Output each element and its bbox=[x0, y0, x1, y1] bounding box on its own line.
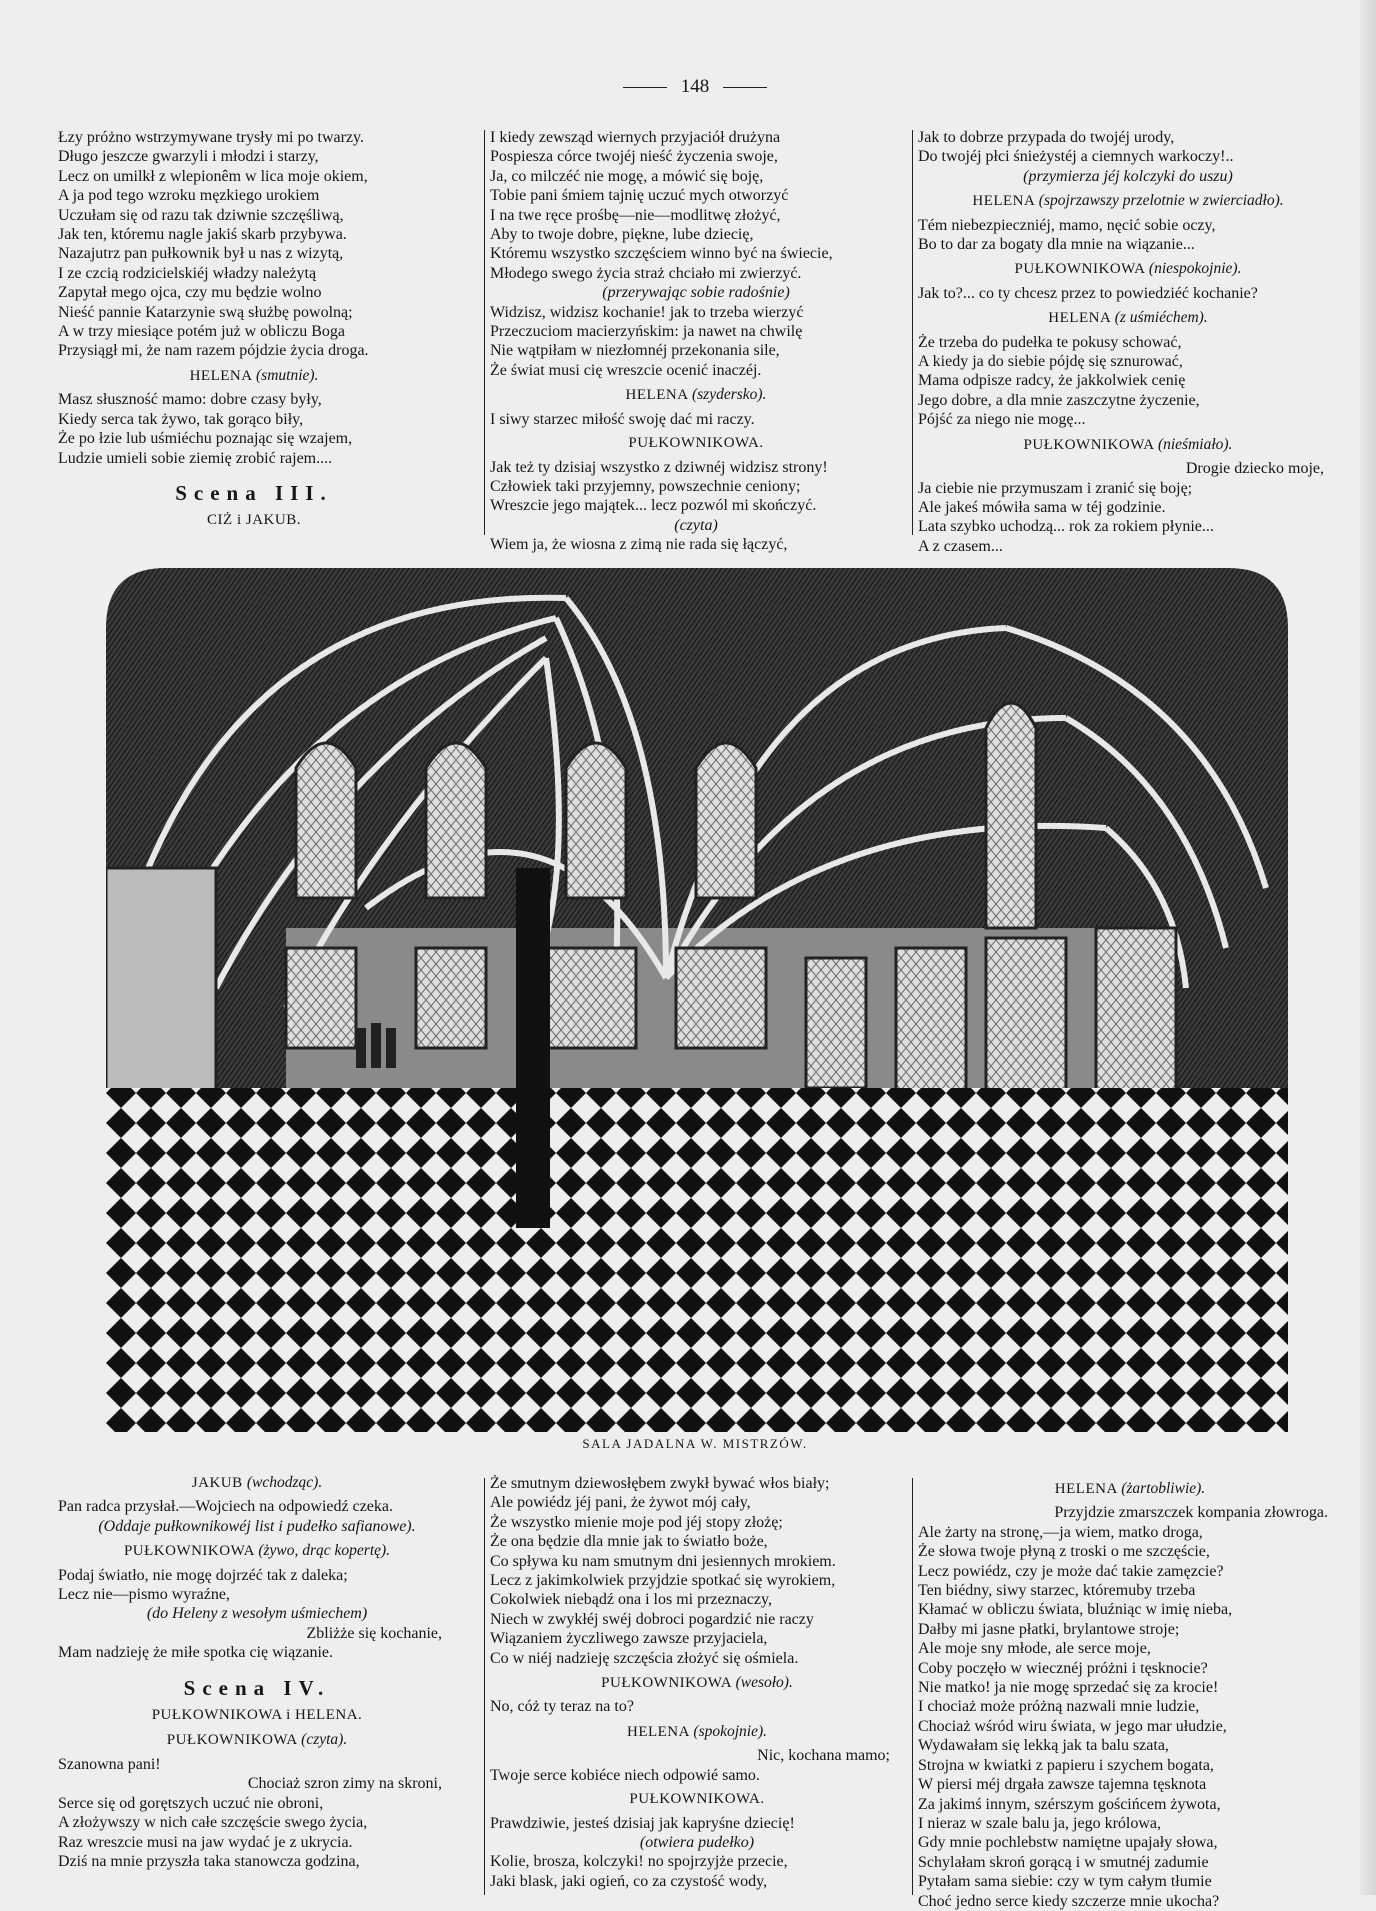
verse-line: Raz wreszcie musi na jaw wydać je z ukrycia. bbox=[58, 1833, 353, 1851]
verse-line: Mama odpisze radcy, że jakkolwiek cenię bbox=[918, 372, 1186, 390]
verse-line: Jaki blask, jaki ogień, co za czystość wody, bbox=[490, 1872, 768, 1890]
verse-line: Zbliżże się kochanie, bbox=[306, 1624, 442, 1642]
stage-direction: (Oddaje pułkownikowéj list i pudełko safianowe). bbox=[98, 1517, 416, 1535]
speaker-name: HELENA bbox=[1054, 1481, 1117, 1497]
verse-line: Przyjdzie zmarszczek kompania złowroga. bbox=[1054, 1504, 1328, 1522]
speaker-heading bbox=[58, 1706, 456, 1725]
verse-line: Chociaż szron zimy na skroni, bbox=[247, 1775, 442, 1793]
verse-line: I nieraz w szale balu ja, jego królowa, bbox=[918, 1814, 1162, 1832]
verse-line: A w trzy miesiące potém już w obliczu Boga bbox=[58, 323, 346, 341]
verse-line: Że smutnym dziewosłębem zwykł bywać włos biały; bbox=[490, 1475, 830, 1492]
scene-heading: Scena IV. bbox=[183, 1675, 331, 1700]
stage-direction: (przymierza jéj kolczyki do uszu) bbox=[1023, 167, 1233, 185]
verse-line: Choć jedno serce kiedy szczerze mnie ukocha? bbox=[918, 1892, 1220, 1910]
speaker-name: HELENA bbox=[1048, 310, 1111, 327]
stage-direction: (otwiera pudełko) bbox=[639, 1833, 755, 1851]
column-bottom-left bbox=[58, 1468, 456, 1871]
speaker-heading bbox=[918, 435, 1338, 455]
verse-line: Pan radca przysłał.—Wojciech na odpowiedź czeka. bbox=[58, 1498, 394, 1516]
verse-line: Pospiesza córce twojéj nieść życzenia swoje, bbox=[490, 148, 778, 166]
verse-line: Dałby mi jasne płatki, brylantowe stroje; bbox=[918, 1620, 1180, 1638]
verse-line: Nie matko! ja nie mogę sprzedać się za krocie! bbox=[918, 1679, 1219, 1697]
speaker-direction: (niespokojnie). bbox=[1148, 260, 1242, 278]
verse-line: Nieść pannie Katarzynie swą służbę powolną; bbox=[58, 303, 353, 321]
verse-line: Lecz on umilkł z wlepionêm w lica moje okiem, bbox=[58, 167, 368, 185]
verse-line: Widzisz, widzisz kochanie! jak to trzeba wierzyć bbox=[490, 303, 804, 321]
verse-line: Nazajutrz pan pułkownik był u nas z wizytą, bbox=[58, 245, 344, 263]
verse-line: Kłamać w obliczu świata, bluźniąc w imię nieba, bbox=[918, 1601, 1233, 1619]
verse-line: I na twe ręce prośbę—nie—modlitwę złożyć, bbox=[490, 206, 781, 224]
figures bbox=[356, 1023, 396, 1068]
verse-line: Coby poczęło w wiecznéj próżni i tęsknocie? bbox=[918, 1659, 1208, 1677]
verse-line: Lecz nie—pismo wyraźne, bbox=[58, 1586, 230, 1604]
central-column bbox=[516, 868, 550, 1228]
verse-line: Wydawałam się lekką jak ta balu szata, bbox=[918, 1737, 1169, 1755]
column-rule bbox=[484, 130, 485, 535]
stage-direction: (przerywając sobie radośnie) bbox=[602, 284, 790, 302]
verse-line: Twoje serce kobiéce niech odpowié samo. bbox=[490, 1766, 760, 1784]
verse-line: No, cóż ty teraz na to? bbox=[490, 1698, 634, 1716]
verse-line: Aby to twoje dobre, piękne, lube dziecię, bbox=[490, 226, 754, 244]
checkered-floor bbox=[106, 1088, 1288, 1432]
verse-line: A z czasem... bbox=[918, 537, 1003, 555]
speaker-name: JAKUB bbox=[191, 1475, 243, 1491]
verse-line: Ale moje sny młode, ale serce moje, bbox=[918, 1640, 1151, 1658]
verse-line: Człowiek taki przyjemny, powszechnie ceniony; bbox=[490, 477, 801, 495]
column-top-right bbox=[918, 128, 1338, 556]
speaker-name: PUŁKOWNIKOWA bbox=[1023, 436, 1154, 453]
dash-left bbox=[623, 87, 667, 88]
verse-line: Jak to dobrze przypada do twojéj urody, bbox=[918, 129, 1175, 146]
verse-line: I siwy starzec miłość swoję dać mi raczy. bbox=[490, 410, 755, 428]
speaker-name: PUŁKOWNIKOWA bbox=[601, 1675, 732, 1692]
verse-line: Jak to?... co ty chcesz przez to powiedziéć kochanie? bbox=[918, 284, 1258, 302]
verse-line: W piersi méj drgała zawsze tajemna tęsknota bbox=[918, 1776, 1207, 1794]
speaker-direction: (żywo, drąc kopertę). bbox=[258, 1542, 391, 1560]
verse-line: Gdy mnie pochlebstw namiętne upajały słowa, bbox=[918, 1834, 1218, 1852]
page-number-text: 148 bbox=[680, 76, 710, 97]
verse-line: Ja ciebie nie przymuszam i zranić się boję; bbox=[918, 479, 1193, 497]
scene-heading: Scena III. bbox=[175, 480, 333, 505]
speaker-heading bbox=[490, 1790, 904, 1809]
verse-line: Przysiągł mi, że nam razem pójdzie życia droga. bbox=[58, 342, 369, 360]
verse-line: Nie wątpiłam w niezłomnéj przekonania sile, bbox=[490, 342, 780, 360]
verse-line: Że wszystko mienie moje pod jéj stopy złożę; bbox=[490, 1513, 783, 1531]
stage-direction: (do Heleny z wesołym uśmiechem) bbox=[146, 1605, 368, 1623]
stage-direction: (czyta) bbox=[674, 516, 718, 534]
speaker-name: PUŁKOWNIKOWA i HELENA. bbox=[151, 1707, 363, 1724]
speaker-name: HELENA bbox=[625, 387, 688, 404]
speaker-heading bbox=[490, 385, 902, 405]
verse-line: Jak też ty dzisiaj wszystko z dziwnéj widzisz strony! bbox=[490, 458, 828, 476]
verse-line: Wiązaniem życzliwego zawsze przyjaciela, bbox=[490, 1630, 768, 1648]
verse-line: Że ona będzie dla mnie jak to światło boże, bbox=[490, 1533, 768, 1551]
verse-line: A ja pod tego wzroku męzkiego urokiem bbox=[58, 187, 320, 205]
verse-line: Przeczuciom macierzyńskim: ja nawet na chwilę bbox=[490, 323, 803, 341]
speaker-name: HELENA bbox=[189, 367, 252, 384]
illustration-caption: SALA JADALNA W. MISTRZÓW. bbox=[582, 1436, 808, 1451]
speaker-direction: (z uśmiéchem). bbox=[1114, 309, 1208, 327]
verse-line: A złożywszy w nich całe szczęście swego życia, bbox=[58, 1814, 368, 1832]
column-top-left bbox=[58, 128, 450, 535]
speaker-heading bbox=[58, 366, 450, 386]
page-edge-shadow bbox=[1360, 0, 1376, 1895]
speaker-heading bbox=[58, 1541, 456, 1561]
verse-line: Bo to dar za bogaty dla mnie na wiązanie... bbox=[918, 236, 1195, 254]
verse-line: Chociaż wśród wiru świata, w jego mar ułudzie, bbox=[918, 1717, 1227, 1735]
verse-line: Drogie dziecko moje, bbox=[1185, 460, 1324, 478]
verse-line: Co w niéj nadzieję szczęścia złożyć się ośmiela. bbox=[490, 1649, 799, 1667]
verse-line: Schylałam skroń gorącą i w smutnéj zadumie bbox=[918, 1853, 1209, 1871]
speaker-name: CIŻ i JAKUB. bbox=[207, 512, 301, 529]
verse-line: Że trzeba do pudełka te pokusy schować, bbox=[918, 333, 1182, 351]
verse-line: Lecz powiédz, czy je może dać takie zamęzcie? bbox=[918, 1562, 1224, 1580]
column-bottom-middle bbox=[490, 1474, 904, 1891]
speaker-heading bbox=[58, 1730, 456, 1750]
verse-line: Co spływa ku nam smutnym dni jesiennych mrokiem. bbox=[490, 1552, 836, 1570]
speaker-direction: (wchodząc). bbox=[246, 1474, 323, 1491]
verse-line: Że słowa twoje płyną z troski o me szczęście, bbox=[918, 1543, 1210, 1561]
speaker-name: PUŁKOWNIKOWA. bbox=[629, 1791, 765, 1808]
verse-line: Mam nadzieję że miłe spotka cię wiązanie. bbox=[58, 1644, 333, 1662]
verse-line: Wiem ja, że wiosna z zimą nie rada się łączyć, bbox=[490, 536, 788, 554]
verse-line: Serce się od gorętszych uczuć nie obroni, bbox=[58, 1794, 324, 1812]
speaker-name: PUŁKOWNIKOWA bbox=[1014, 261, 1145, 278]
verse-line: Jak ten, któremu nagle jakiś skarb przybywa. bbox=[58, 226, 347, 244]
verse-line: Ja, co milczéć nie mogę, a mówić się boję, bbox=[490, 167, 764, 185]
speaker-heading bbox=[490, 1722, 904, 1742]
verse-line: Tém niebezpieczniéj, mamo, nęcić sobie oczy, bbox=[918, 216, 1216, 234]
page-number bbox=[0, 76, 1376, 98]
dash-right bbox=[723, 87, 767, 88]
speaker-name: PUŁKOWNIKOWA bbox=[123, 1543, 255, 1560]
verse-line: Niech w zwykłéj swéj dobroci pogardzić nie raczy bbox=[490, 1610, 814, 1628]
speaker-direction: (spokojnie). bbox=[693, 1722, 768, 1740]
speaker-heading bbox=[918, 308, 1338, 328]
verse-line: Uczułam się od razu tak dziwnie szczęśliwą, bbox=[58, 206, 344, 224]
column-bottom-right bbox=[918, 1474, 1342, 1911]
verse-line: Ale żarty na stronę,—ja wiem, matko droga, bbox=[918, 1523, 1203, 1541]
speaker-name: PUŁKOWNIKOWA bbox=[166, 1732, 297, 1749]
verse-line: Ale jakeś mówiła sama w téj godzinie. bbox=[918, 498, 1166, 516]
speaker-heading bbox=[490, 1673, 904, 1693]
speaker-name: HELENA bbox=[972, 193, 1035, 210]
verse-line: Do twojéj płci śnieżystéj a ciemnych warkoczy!.. bbox=[918, 148, 1234, 166]
verse-line: Ale powiédz jéj pani, że żywot mój cały, bbox=[490, 1494, 751, 1512]
verse-line: Kiedy serca tak żywo, tak gorąco biły, bbox=[58, 410, 304, 428]
verse-line: Łzy próżno wstrzymywane trysły mi po twarzy. bbox=[58, 129, 364, 146]
verse-line: Prawdziwie, jesteś dzisiaj jak kapryśne dziecię! bbox=[490, 1814, 795, 1832]
speaker-direction: (żartobliwie). bbox=[1121, 1480, 1206, 1497]
speaker-direction: (szydersko). bbox=[691, 386, 767, 404]
verse-line: Strojna w kwiatki z papieru i szychem bogata, bbox=[918, 1756, 1214, 1774]
speaker-heading bbox=[490, 434, 902, 453]
engraving-illustration bbox=[106, 568, 1288, 1432]
verse-line: Lecz z jakimkolwiek przyjdzie spotkać się wyrokiem, bbox=[490, 1572, 836, 1590]
verse-line: Nic, kochana mamo; bbox=[757, 1747, 890, 1765]
verse-line: Że świat musi cię wreszcie ocenić inaczéj. bbox=[490, 361, 762, 379]
verse-line: I kiedy zewsząd wiernych przyjaciół drużyna bbox=[490, 129, 781, 146]
speaker-name: HELENA bbox=[626, 1723, 690, 1740]
speaker-direction: (spojrzawszy przelotnie w zwierciadło). bbox=[1038, 192, 1284, 210]
verse-line: Jego dobre, a dla mnie zaszczytne życzenie, bbox=[918, 391, 1200, 409]
verse-line: Ludzie umieli sobie ziemię zrobić rajem.... bbox=[58, 449, 333, 467]
column-rule bbox=[912, 130, 913, 535]
verse-line: I chociaż może próżną nazwali mnie ludzie, bbox=[918, 1698, 1200, 1716]
verse-line: Młodego swego życia straż chciało mi zwierzyć. bbox=[490, 264, 802, 282]
column-top-middle bbox=[490, 128, 902, 555]
verse-line: Masz słuszność mamo: dobre czasy były, bbox=[58, 391, 322, 409]
column-rule bbox=[912, 1478, 913, 1895]
verse-line: Podaj światło, nie mogę dojrzéć tak z daleka; bbox=[58, 1566, 348, 1584]
verse-line: Cokolwiek niebądź ona i los mi przeznaczy, bbox=[490, 1591, 772, 1609]
verse-line: Za jakimś innym, szérszym gościńcem żywota, bbox=[918, 1795, 1221, 1813]
verse-line: Ten biédny, siwy starzec, któremuby trzeba bbox=[918, 1582, 1196, 1600]
verse-line: Dziś na mnie przyszła taka stanowcza godzina, bbox=[58, 1852, 360, 1870]
column-rule bbox=[484, 1478, 485, 1895]
speaker-direction: (nieśmiało). bbox=[1157, 435, 1233, 453]
verse-line: Długo jeszcze gwarzyli i młodzi i starzy, bbox=[58, 148, 319, 166]
verse-line: Pytałam sama siebie: czy w tym całym tłumie bbox=[918, 1873, 1212, 1891]
verse-line: A kiedy ja do siebie pójdę się sznurować, bbox=[918, 353, 1183, 371]
speaker-heading bbox=[918, 259, 1338, 279]
verse-line: Któremu wszystko szczęściem winno być na świecie, bbox=[490, 245, 833, 263]
speaker-direction: (czyta). bbox=[301, 1731, 348, 1749]
speaker-heading bbox=[918, 191, 1338, 211]
verse-line: Lata szybko uchodzą... rok za rokiem płynie... bbox=[918, 518, 1214, 536]
verse-line: Szanowna pani! bbox=[58, 1755, 161, 1773]
verse-line: I ze czcią rodzicielskiéj władzy należytą bbox=[58, 264, 317, 282]
speaker-heading bbox=[58, 511, 450, 530]
verse-line: Kolie, brosza, kolczyki! no spojrzyjże przecie, bbox=[490, 1853, 788, 1871]
speaker-name: PUŁKOWNIKOWA. bbox=[628, 435, 764, 452]
speaker-direction: (smutnie). bbox=[256, 366, 319, 384]
speaker-heading bbox=[58, 1473, 456, 1493]
verse-line: Wreszcie jego majątek... lecz pozwól mi skończyć. bbox=[490, 497, 817, 515]
verse-line: Pójść za niego nie mogę... bbox=[918, 411, 1086, 429]
verse-line: Zapytał mego ojca, czy mu będzie wolno bbox=[58, 284, 322, 302]
verse-line: Że po łzie lub uśmiéchu poznając się wzajem, bbox=[58, 430, 353, 448]
speaker-heading bbox=[918, 1479, 1342, 1499]
verse-line: Tobie pani śmiem tajnię uczuć mych otworzyć bbox=[490, 187, 789, 205]
speaker-direction: (wesoło). bbox=[735, 1674, 793, 1692]
